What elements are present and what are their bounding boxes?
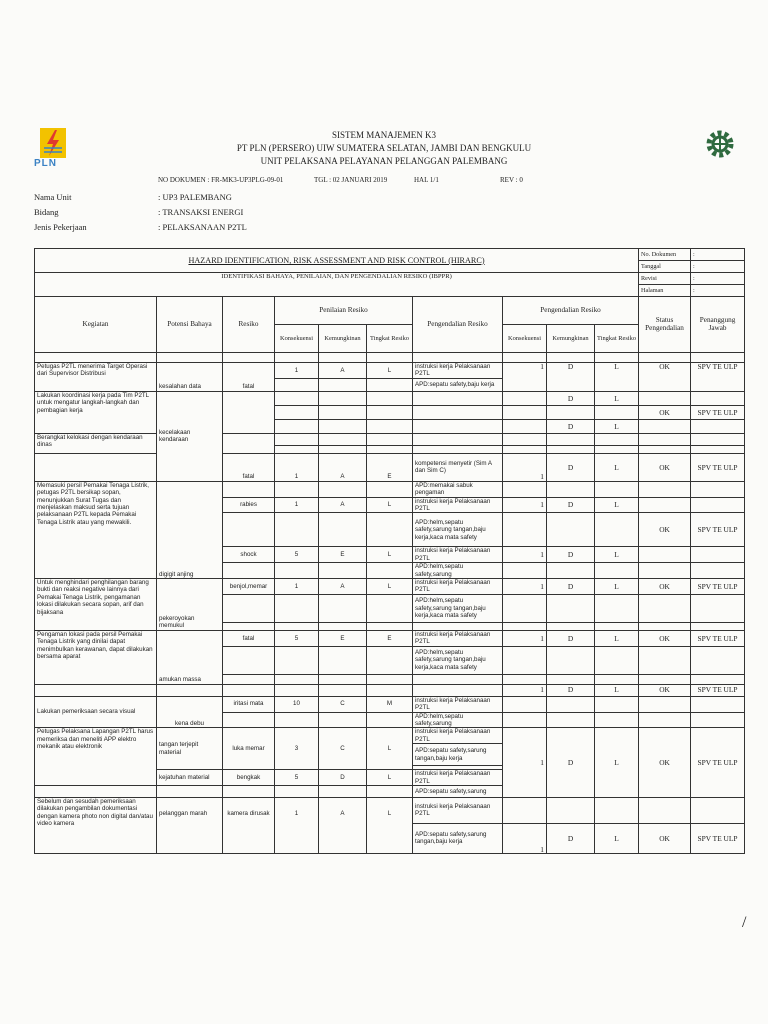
control-cell: instruksi kerja Pelaksanaan P2TL: [413, 547, 503, 563]
potensi-cell: amukan massa: [157, 630, 223, 684]
control-cell: instruksi kerja Pelaksanaan P2TL: [413, 797, 503, 823]
doc-page: HAL 1/1: [414, 176, 439, 184]
resiko-cell: luka memar: [223, 728, 275, 770]
kemungkinan-cell: E: [319, 547, 367, 563]
kemungkinan-cell: A: [319, 497, 367, 513]
doc-date: TGL : 02 JANUARI 2019: [314, 176, 388, 184]
konsekuensi-cell: 1: [275, 363, 319, 379]
konsekuensi-cell: 1: [503, 728, 547, 798]
kegiatan-cell: Petugas P2TL menerima Target Operasi dari Supervisor Distribusi: [35, 363, 157, 392]
table-row: [35, 481, 745, 497]
konsekuensi-cell: 1: [503, 630, 547, 646]
tingkat-cell: L: [595, 823, 639, 853]
tingkat-cell: M: [367, 696, 413, 712]
control-cell: APD:helm,sepatu safety,sarung tangan,baju kerja,kaca mata safety: [413, 513, 503, 547]
doc-field-value: :: [691, 273, 745, 285]
potensi-cell: kejatuhan material: [157, 770, 223, 786]
kegiatan-cell: Berangkat kelokasi dengan kendaraan dinas: [35, 433, 157, 453]
potensi-cell: kecelakaan kendaraan: [157, 391, 223, 481]
kegiatan-cell: Sebelum dan sesudah pemeriksaan dilakukan pengambilan dokumentasi dengan kamera photo non digital dan/atau video kamera: [35, 797, 157, 853]
doc-field-label: Halaman: [639, 285, 691, 297]
tingkat-cell: L: [595, 497, 639, 513]
kemungkinan-cell: D: [547, 497, 595, 513]
tingkat-cell: L: [595, 579, 639, 595]
kemungkinan-cell: D: [547, 630, 595, 646]
meta-value: : PELAKSANAAN P2TL: [158, 222, 247, 232]
doc-field-label: Revisi: [639, 273, 691, 285]
doc-field-label: Tanggal: [639, 261, 691, 273]
status-cell: OK: [639, 630, 691, 646]
control-cell: instruksi kerja Pelaksanaan P2TL: [413, 696, 503, 712]
control-cell: APD:sepatu safety,sarung: [413, 785, 503, 797]
control-cell: APD:helm,sepatu safety,sarung: [413, 563, 503, 579]
table-row: [35, 728, 745, 744]
konsekuensi-cell: 1: [275, 453, 319, 481]
kegiatan-cell: Untuk menghindari penghilangan barang bukti dan reaksi negative lainnya dari Pemakai Tenaga Listrik, pengamanan lokasi dilakukan secara sopan, arif dan bijaksana: [35, 579, 157, 631]
control-cell: APD:sepatu safety,sarung tangan,baju kerja: [413, 744, 503, 766]
tingkat-cell: L: [367, 363, 413, 379]
col-penilaian-resiko: Penilaian Resiko: [275, 297, 413, 325]
resiko-cell: kamera dirusak: [223, 797, 275, 853]
kemungkinan-cell: D: [547, 419, 595, 433]
tingkat-cell: E: [367, 630, 413, 646]
pj-cell: SPV TE ULP: [691, 363, 745, 392]
kemungkinan-cell: A: [319, 797, 367, 853]
meta-unit: [34, 192, 232, 202]
pln-logo-text: PLN: [34, 158, 57, 169]
col-kemungkinan: Kemungkinan: [547, 325, 595, 353]
table-row: [35, 433, 745, 445]
status-cell: OK: [639, 823, 691, 853]
control-cell: APD:sepatu safety,baju kerja: [413, 378, 503, 391]
konsekuensi-cell: 5: [275, 547, 319, 563]
tingkat-cell: L: [595, 391, 639, 405]
konsekuensi-cell: 1: [503, 497, 547, 513]
col-tingkat-resiko: Tingkat Resiko: [595, 325, 639, 353]
meta-bidang: [34, 207, 243, 217]
potensi-cell: digigit anjing: [157, 481, 223, 578]
konsekuensi-cell: 1: [503, 547, 547, 563]
tingkat-cell: L: [367, 797, 413, 853]
pj-cell: SPV TE ULP: [691, 728, 745, 798]
control-cell: APD:helm,sepatu safety,sarung: [413, 712, 503, 728]
doc-field-value: :: [691, 285, 745, 297]
kegiatan-cell: Memasuki persil Pemakai Tenaga Listrik, petugas P2TL bersikap sopan, menunjukkan Surat Tugas dan menjelaskan maksud serta tujuan pelaksanaan P2TL kepada Pemakai Tenaga Listrik atau yang mewakili.: [35, 481, 157, 578]
kemungkinan-cell: C: [319, 696, 367, 712]
resiko-cell: fatal: [223, 363, 275, 392]
tingkat-cell: L: [595, 453, 639, 481]
tingkat-cell: E: [367, 453, 413, 481]
control-cell: APD:helm,sepatu safety,sarung tangan,baju kerja,kaca mata safety: [413, 594, 503, 622]
table-row: [35, 391, 745, 405]
meta-label: Bidang: [34, 207, 59, 217]
table-row: [35, 630, 745, 646]
col-konsekuensi: Konsekuensi: [503, 325, 547, 353]
table-row: [35, 797, 745, 823]
pj-cell: SPV TE ULP: [691, 579, 745, 595]
doc-field-value: :: [691, 261, 745, 273]
control-cell: instruksi kerja Pelaksanaan P2TL: [413, 497, 503, 513]
tingkat-cell: L: [595, 547, 639, 563]
kemungkinan-cell: D: [547, 391, 595, 405]
konsekuensi-cell: 5: [275, 770, 319, 786]
col-potensi-bahaya: Potensi Bahaya: [157, 297, 223, 353]
konsekuensi-cell: 1: [275, 497, 319, 513]
pj-cell: SPV TE ULP: [691, 823, 745, 853]
header-company: PT PLN (PERSERO) UIW SUMATERA SELATAN, JAMBI DAN BENGKULU: [236, 143, 532, 153]
control-cell: instruksi kerja Pelaksanaan P2TL: [413, 579, 503, 595]
meta-jenis-pekerjaan: [34, 222, 247, 232]
konsekuensi-cell: 1: [503, 453, 547, 481]
tingkat-cell: L: [367, 728, 413, 770]
kemungkinan-cell: D: [547, 684, 595, 696]
control-cell: instruksi kerja Pelaksanaan P2TL: [413, 728, 503, 744]
konsekuensi-cell: 1: [275, 797, 319, 853]
table-row: [35, 363, 745, 379]
kegiatan-cell: Lakukan pemeriksaan secara visual: [35, 696, 157, 728]
kemungkinan-cell: E: [319, 630, 367, 646]
doc-revision: REV : 0: [500, 176, 523, 184]
doc-number: NO DOKUMEN : FR-MK3-UP3PLG-09-01: [158, 176, 284, 184]
kemungkinan-cell: D: [319, 770, 367, 786]
kegiatan-cell: Pengaman lokasi pada persil Pemakai Tenaga Listrik yang dinilai dapat menimbulkan kerawanan, dapat dilakukan bersama aparat: [35, 630, 157, 684]
konsekuensi-cell: 1: [275, 579, 319, 595]
potensi-cell: kesalahan data: [157, 363, 223, 392]
control-cell: APD:sepatu safety,sarung tangan,baju kerja: [413, 823, 503, 853]
kemungkinan-cell: D: [547, 453, 595, 481]
meta-value: : UP3 PALEMBANG: [158, 192, 232, 202]
pj-cell: SPV TE ULP: [691, 630, 745, 646]
konsekuensi-cell: 5: [275, 630, 319, 646]
potensi-cell: tangan terjepit material: [157, 728, 223, 770]
status-cell: OK: [639, 405, 691, 419]
tingkat-cell: L: [595, 630, 639, 646]
table-subtitle: IDENTIFIKASI BAHAYA, PENILAIAN, DAN PENGENDALIAN RESIKO (IBPPR): [35, 273, 639, 297]
kegiatan-cell: Petugas Pelaksana Lapangan P2TL harus memeriksa dan meneliti APP elektro mekanik atau elektronik: [35, 728, 157, 786]
control-cell: APD:memakai sabuk pengaman: [413, 481, 503, 497]
kemungkinan-cell: D: [547, 547, 595, 563]
tingkat-cell: L: [595, 363, 639, 392]
status-cell: OK: [639, 363, 691, 392]
control-cell: instruksi kerja Pelaksanaan P2TL: [413, 770, 503, 786]
control-cell: kompetensi menyetir (Sim A dan Sim C): [413, 453, 503, 481]
konsekuensi-cell: 3: [275, 728, 319, 770]
resiko-cell: bengkak: [223, 770, 275, 786]
col-pengendalian-resiko: Pengendalian Resiko: [413, 297, 503, 353]
status-cell: OK: [639, 579, 691, 595]
konsekuensi-cell: 10: [275, 696, 319, 712]
kemungkinan-cell: C: [319, 728, 367, 770]
pj-cell: SPV TE ULP: [691, 453, 745, 481]
doc-field-label: No. Dokumen: [639, 249, 691, 261]
pj-cell: SPV TE ULP: [691, 684, 745, 696]
status-cell: OK: [639, 453, 691, 481]
pj-cell: SPV TE ULP: [691, 513, 745, 547]
pj-cell: SPV TE ULP: [691, 405, 745, 419]
col-resiko: Resiko: [223, 297, 275, 353]
meta-label: Nama Unit: [34, 192, 72, 202]
col-kemungkinan: Kemungkinan: [319, 325, 367, 353]
tingkat-cell: L: [367, 770, 413, 786]
col-pengendalian-hasil: Pengendalian Resiko: [503, 297, 639, 325]
resiko-cell: fatal: [223, 630, 275, 646]
konsekuensi-cell: 1: [503, 684, 547, 696]
meta-label: Jenis Pekerjaan: [34, 222, 87, 232]
tingkat-cell: L: [367, 497, 413, 513]
kemungkinan-cell: D: [547, 363, 595, 392]
status-cell: OK: [639, 728, 691, 798]
resiko-cell: rabies: [223, 497, 275, 513]
kegiatan-cell: Lakukan koordinasi kerja pada Tim P2TL untuk mengatur langkah-langkah dan pembagian kerja: [35, 391, 157, 433]
kemungkinan-cell: A: [319, 453, 367, 481]
konsekuensi-cell: 1: [503, 363, 547, 392]
resiko-cell: shock: [223, 547, 275, 563]
col-kegiatan: Kegiatan: [35, 297, 157, 353]
table-title: HAZARD IDENTIFICATION, RISK ASSESSMENT AND RISK CONTROL (HIRARC): [35, 249, 639, 273]
tingkat-cell: L: [595, 684, 639, 696]
kemungkinan-cell: D: [547, 823, 595, 853]
kemungkinan-cell: D: [547, 579, 595, 595]
tingkat-cell: L: [367, 547, 413, 563]
control-cell: instruksi kerja Pelaksanaan P2TL: [413, 363, 503, 379]
header-unit: UNIT PELAKSANA PELAYANAN PELANGGAN PALEMBANG: [260, 156, 508, 166]
tingkat-cell: L: [595, 728, 639, 798]
table-row: [35, 696, 745, 712]
table-row: [35, 579, 745, 595]
kemungkinan-cell: A: [319, 579, 367, 595]
meta-value: : TRANSAKSI ENERGI: [158, 207, 244, 217]
status-cell: OK: [639, 684, 691, 696]
header-system: SISTEM MANAJEMEN K3: [331, 130, 436, 140]
resiko-cell: iritasi mata: [223, 696, 275, 712]
tingkat-cell: L: [595, 419, 639, 433]
potensi-cell: kena debu: [157, 696, 223, 728]
potensi-cell: pekeroyokan memukul: [157, 579, 223, 631]
konsekuensi-cell: 1: [503, 823, 547, 853]
col-status: Status Pengendalian: [639, 297, 691, 353]
resiko-cell: fatal: [223, 453, 275, 481]
pen-mark: /: [742, 914, 747, 931]
doc-field-value: :: [691, 249, 745, 261]
konsekuensi-cell: 1: [503, 579, 547, 595]
col-konsekuensi: Konsekuensi: [275, 325, 319, 353]
kemungkinan-cell: D: [547, 728, 595, 798]
col-penanggung-jawab: Penanggung Jawab: [691, 297, 745, 353]
status-cell: OK: [639, 513, 691, 547]
tingkat-cell: L: [367, 579, 413, 595]
control-cell: instruksi kerja Pelaksanaan P2TL: [413, 630, 503, 646]
control-cell: APD:helm,sepatu safety,sarung tangan,baju kerja,kaca mata safety: [413, 646, 503, 674]
potensi-cell: pelanggan marah: [157, 797, 223, 853]
col-tingkat-resiko: Tingkat Resiko: [367, 325, 413, 353]
hirarc-table: [34, 248, 745, 854]
resiko-cell: benjol,memar: [223, 579, 275, 595]
kemungkinan-cell: A: [319, 363, 367, 379]
